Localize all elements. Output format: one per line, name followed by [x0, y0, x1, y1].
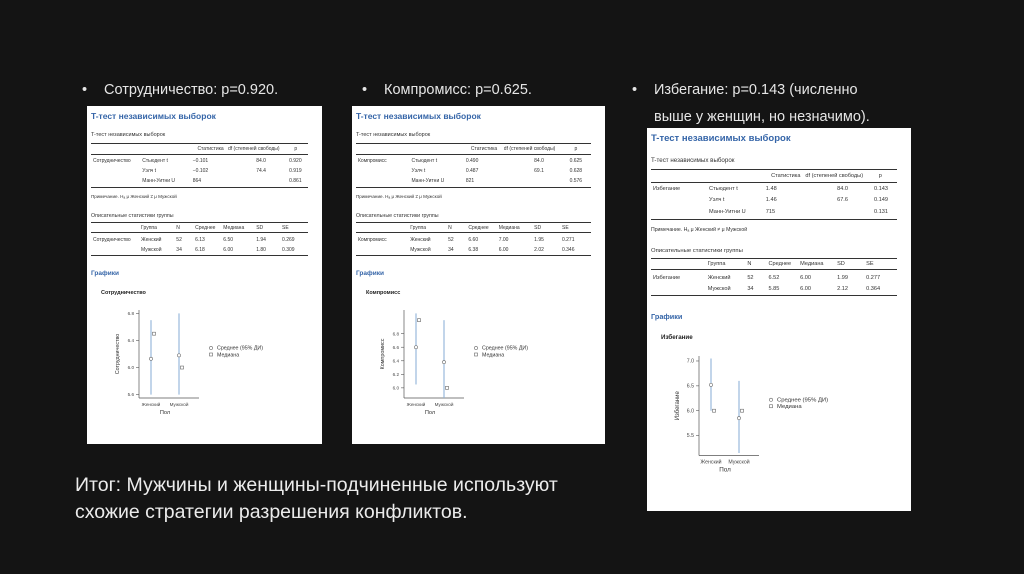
- table-cell: 864: [192, 178, 202, 184]
- desc-header: SD: [534, 225, 542, 231]
- table-cell: Уэлч t: [709, 197, 725, 204]
- legend-median-marker: [770, 404, 773, 407]
- table-cell: 715: [765, 208, 776, 215]
- desc-cell: 6.00: [498, 247, 509, 253]
- legend-mean-marker: [474, 346, 477, 349]
- x-category-label: Мужской: [169, 402, 189, 407]
- table-cell: −0.101: [192, 158, 209, 164]
- table-rule: [651, 182, 897, 183]
- desc-cell: 34: [448, 247, 454, 253]
- x-axis-label: Пол: [424, 410, 436, 416]
- desc-cell: 6.50: [223, 237, 234, 243]
- table-cell: Стьюдент t: [142, 158, 168, 164]
- desc-cell: 0.309: [282, 247, 295, 253]
- plot-svg: [87, 302, 307, 438]
- x-category-label: Женский: [700, 458, 722, 465]
- graphs-label: Графики: [356, 270, 384, 277]
- mean-point: [414, 346, 417, 349]
- table-rule: [356, 255, 591, 256]
- row-variable: Компромисс: [358, 158, 387, 164]
- bullet-text: Сотрудничество: p=0.920.: [104, 82, 279, 98]
- desc-header: N: [176, 225, 180, 231]
- row-variable: Избегание: [653, 186, 681, 193]
- plot-title: Компромисс: [366, 290, 401, 296]
- desc-cell: 5.85: [768, 285, 780, 292]
- y-tick-label: 6.8: [127, 310, 134, 316]
- legend-median-marker: [475, 353, 478, 356]
- desc-header: Среднее: [468, 225, 489, 231]
- table-cell: 0.576: [569, 178, 583, 184]
- table-rule: [356, 187, 591, 188]
- table-header: df (степеней свободы): [805, 172, 864, 179]
- table-title: T-тест независимых выборок: [91, 132, 166, 138]
- table-rule: [651, 258, 897, 259]
- table-rule: [356, 143, 591, 144]
- x-category-label: Женский: [141, 402, 161, 407]
- legend-mean-marker: [769, 398, 772, 401]
- table-cell: Уэлч t: [142, 168, 157, 174]
- table-cell: Манн-Уитни U: [411, 178, 445, 184]
- panel-title: T-тест независимых выборок: [651, 133, 791, 144]
- table-cell: 0.625: [569, 158, 583, 164]
- bullet-text-line2: выше у женщин, но незначимо).: [654, 109, 870, 125]
- desc-header: Медиана: [498, 225, 520, 231]
- x-axis-label: Пол: [719, 465, 731, 473]
- y-axis-label: Компромисс: [380, 338, 386, 370]
- desc-cell: 2.12: [837, 285, 848, 292]
- table-header: Статистика: [771, 172, 801, 179]
- y-tick-label: 6.8: [392, 331, 399, 337]
- y-tick-label: 6.4: [392, 358, 399, 364]
- legend-median-label: Медиана: [217, 352, 240, 359]
- desc-cell: 7.00: [498, 237, 509, 243]
- y-tick-label: 5.6: [127, 392, 134, 398]
- desc-cell: 0.277: [866, 274, 881, 281]
- table-cell: 0.149: [874, 197, 889, 204]
- desc-variable: Избегание: [653, 274, 681, 281]
- y-tick-label: 6.2: [392, 371, 399, 377]
- table-header: Статистика: [197, 146, 224, 152]
- bullet-compromise: [362, 78, 532, 102]
- x-category-label: Женский: [406, 402, 426, 407]
- table-header: Статистика: [470, 146, 498, 152]
- table-cell: Уэлч t: [411, 168, 426, 174]
- table-cell: 0.143: [874, 186, 889, 193]
- table-rule: [356, 154, 591, 155]
- legend-median-label: Медиана: [482, 352, 505, 359]
- table-cell: 0.490: [465, 158, 479, 164]
- bullet-marker: •: [362, 82, 368, 98]
- desc-cell: 6.18: [195, 247, 205, 253]
- median-point: [153, 332, 156, 335]
- table-note: Примечание. Hₐ μ Женский ≠ μ Мужской: [651, 226, 748, 233]
- table-cell: 0.861: [289, 178, 302, 184]
- y-tick-label: 6.6: [392, 344, 399, 350]
- desc-header: Медиана: [800, 261, 824, 268]
- desc-header: Среднее: [195, 225, 216, 231]
- desc-cell: Женский: [410, 237, 431, 243]
- desc-header: Среднее: [768, 261, 792, 268]
- desc-table-title: Описательные статистики группы: [91, 213, 174, 219]
- table-rule: [91, 187, 308, 188]
- table-rule: [91, 255, 308, 256]
- x-axis-label: Пол: [159, 410, 171, 416]
- desc-header: SD: [837, 261, 845, 268]
- desc-cell: 52: [747, 274, 754, 281]
- mean-point: [177, 354, 180, 357]
- desc-cell: 6.00: [800, 285, 811, 292]
- desc-header: SE: [561, 225, 569, 231]
- row-variable: Сотрудничество: [93, 158, 131, 164]
- ttest-panel-avoidance: [647, 128, 911, 511]
- desc-cell: 52: [176, 237, 182, 243]
- mean-point: [442, 361, 445, 364]
- table-rule: [91, 232, 308, 233]
- table-rule: [651, 169, 897, 170]
- desc-cell: 0.271: [561, 237, 575, 243]
- desc-cell: 1.94: [256, 237, 266, 243]
- table-cell: 1.46: [765, 197, 777, 204]
- table-note: Примечание. Hₐ μ Женский ≠ μ Мужской: [91, 194, 177, 199]
- desc-cell: 1.99: [837, 274, 848, 281]
- desc-header: SD: [256, 225, 264, 231]
- y-tick-label: 5.5: [686, 432, 694, 439]
- mean-point: [737, 416, 740, 419]
- conclusion-line1: Итог: Мужчины и женщины-подчиненные используют: [75, 474, 558, 496]
- desc-header: N: [747, 261, 752, 268]
- plot-svg: [647, 348, 867, 495]
- table-cell: 67.6: [837, 197, 848, 204]
- desc-cell: 6.38: [468, 247, 479, 253]
- desc-cell: 0.269: [282, 237, 295, 243]
- legend-mean-label: Среднее (95% ДИ): [482, 345, 528, 352]
- table-note: Примечание. Hₐ μ Женский ≠ μ Мужской: [356, 194, 442, 199]
- table-header: p: [574, 146, 578, 152]
- graphs-label: Графики: [651, 311, 683, 321]
- table-cell: Манн-Уитни U: [709, 208, 746, 215]
- median-point: [713, 409, 716, 412]
- table-cell: Стьюдент t: [411, 158, 438, 164]
- desc-cell: Мужской: [141, 247, 162, 253]
- bullet-marker: •: [82, 82, 88, 98]
- bullet-avoidance: [632, 78, 870, 129]
- table-cell: Стьюдент t: [709, 186, 738, 193]
- median-point: [741, 409, 744, 412]
- y-axis-label: Избегание: [675, 390, 681, 420]
- plot-title: Сотрудничество: [101, 290, 146, 296]
- table-cell: 69.1: [534, 168, 544, 174]
- table-rule: [91, 154, 308, 155]
- legend-mean-label: Среднее (95% ДИ): [217, 345, 263, 352]
- panel-title: T-тест независимых выборок: [91, 111, 216, 121]
- table-title: T-тест независимых выборок: [356, 132, 431, 138]
- table-cell: 821: [465, 178, 475, 184]
- y-tick-label: 7.0: [686, 358, 694, 365]
- table-title: T-тест независимых выборок: [651, 157, 735, 165]
- desc-cell: Женский: [141, 237, 162, 243]
- desc-cell: 52: [448, 237, 454, 243]
- graphs-label: Графики: [91, 270, 119, 277]
- table-cell: 1.48: [765, 186, 777, 193]
- table-header: p: [294, 146, 298, 152]
- desc-cell: 0.364: [866, 285, 881, 292]
- y-axis-label: Сотрудничество: [115, 333, 121, 375]
- panel-title: T-тест независимых выборок: [356, 111, 481, 121]
- desc-cell: 6.00: [223, 247, 234, 253]
- conclusion-line2: схожие стратегии разрешения конфликтов.: [75, 501, 468, 523]
- table-rule: [651, 295, 897, 296]
- desc-header: N: [448, 225, 452, 231]
- median-point: [446, 386, 449, 389]
- desc-variable: Сотрудничество: [93, 237, 131, 243]
- desc-table-title: Описательные статистики группы: [356, 213, 439, 219]
- x-category-label: Мужской: [728, 458, 750, 465]
- table-cell: 0.131: [874, 208, 889, 215]
- desc-cell: 1.80: [256, 247, 266, 253]
- bullet-text: Компромисс: p=0.625.: [384, 82, 532, 98]
- desc-table-title: Описательные статистики группы: [651, 247, 743, 254]
- table-cell: −0.102: [192, 168, 209, 174]
- desc-cell: 34: [176, 247, 182, 253]
- plot-title: Избегание: [661, 334, 693, 342]
- ttest-panel-cooperation: [87, 106, 322, 444]
- table-rule: [651, 269, 897, 270]
- table-rule: [651, 219, 897, 220]
- table-rule: [91, 143, 308, 144]
- desc-cell: 2.02: [534, 247, 544, 253]
- desc-header: Медиана: [223, 225, 245, 231]
- desc-cell: Мужской: [410, 247, 431, 253]
- conclusion: [75, 472, 558, 526]
- desc-header: Группа: [141, 225, 157, 231]
- table-cell: 0.920: [289, 158, 302, 164]
- y-tick-label: 6.5: [686, 382, 694, 389]
- desc-cell: 1.95: [534, 237, 544, 243]
- desc-header: Группа: [707, 261, 726, 268]
- table-header: df (степеней свободы): [228, 146, 280, 152]
- desc-cell: Мужской: [707, 285, 731, 292]
- table-cell: 84.0: [256, 158, 266, 164]
- desc-cell: 0.346: [561, 247, 575, 253]
- desc-header: SE: [282, 225, 289, 231]
- table-cell: Манн-Уитни U: [142, 178, 175, 184]
- table-header: p: [878, 172, 882, 179]
- desc-header: SE: [866, 261, 874, 268]
- table-rule: [91, 222, 308, 223]
- table-header: df (степеней свободы): [503, 146, 556, 152]
- legend-median-label: Медиана: [777, 403, 802, 410]
- table-rule: [356, 232, 591, 233]
- table-cell: 74.4: [256, 168, 266, 174]
- bullet-cooperation: [82, 78, 278, 102]
- desc-cell: 6.52: [768, 274, 780, 281]
- table-cell: 0.919: [289, 168, 302, 174]
- legend-median-marker: [210, 353, 213, 356]
- mean-point: [149, 357, 152, 360]
- desc-cell: 6.00: [800, 274, 811, 281]
- table-cell: 0.487: [465, 168, 479, 174]
- y-tick-label: 6.0: [686, 407, 694, 414]
- plot-svg: [352, 302, 572, 438]
- desc-cell: 34: [747, 285, 754, 292]
- median-point: [418, 319, 421, 322]
- median-point: [181, 366, 184, 369]
- table-cell: 84.0: [534, 158, 544, 164]
- desc-cell: 6.60: [468, 237, 479, 243]
- legend-mean-marker: [209, 346, 212, 349]
- table-rule: [356, 222, 591, 223]
- legend-mean-label: Среднее (95% ДИ): [777, 396, 829, 403]
- y-tick-label: 6.0: [127, 365, 134, 371]
- ttest-panel-compromise: [352, 106, 605, 444]
- table-cell: 84.0: [837, 186, 848, 193]
- y-tick-label: 6.0: [392, 385, 399, 391]
- desc-cell: 6.13: [195, 237, 205, 243]
- y-tick-label: 6.4: [127, 338, 134, 344]
- table-cell: 0.628: [569, 168, 583, 174]
- bullet-marker: •: [632, 82, 638, 98]
- desc-cell: Женский: [707, 274, 731, 281]
- desc-header: Группа: [410, 225, 427, 231]
- desc-variable: Компромисс: [358, 237, 387, 243]
- x-category-label: Мужской: [434, 402, 454, 407]
- mean-point: [709, 383, 712, 386]
- bullet-text: Избегание: p=0.143 (численно: [654, 82, 858, 98]
